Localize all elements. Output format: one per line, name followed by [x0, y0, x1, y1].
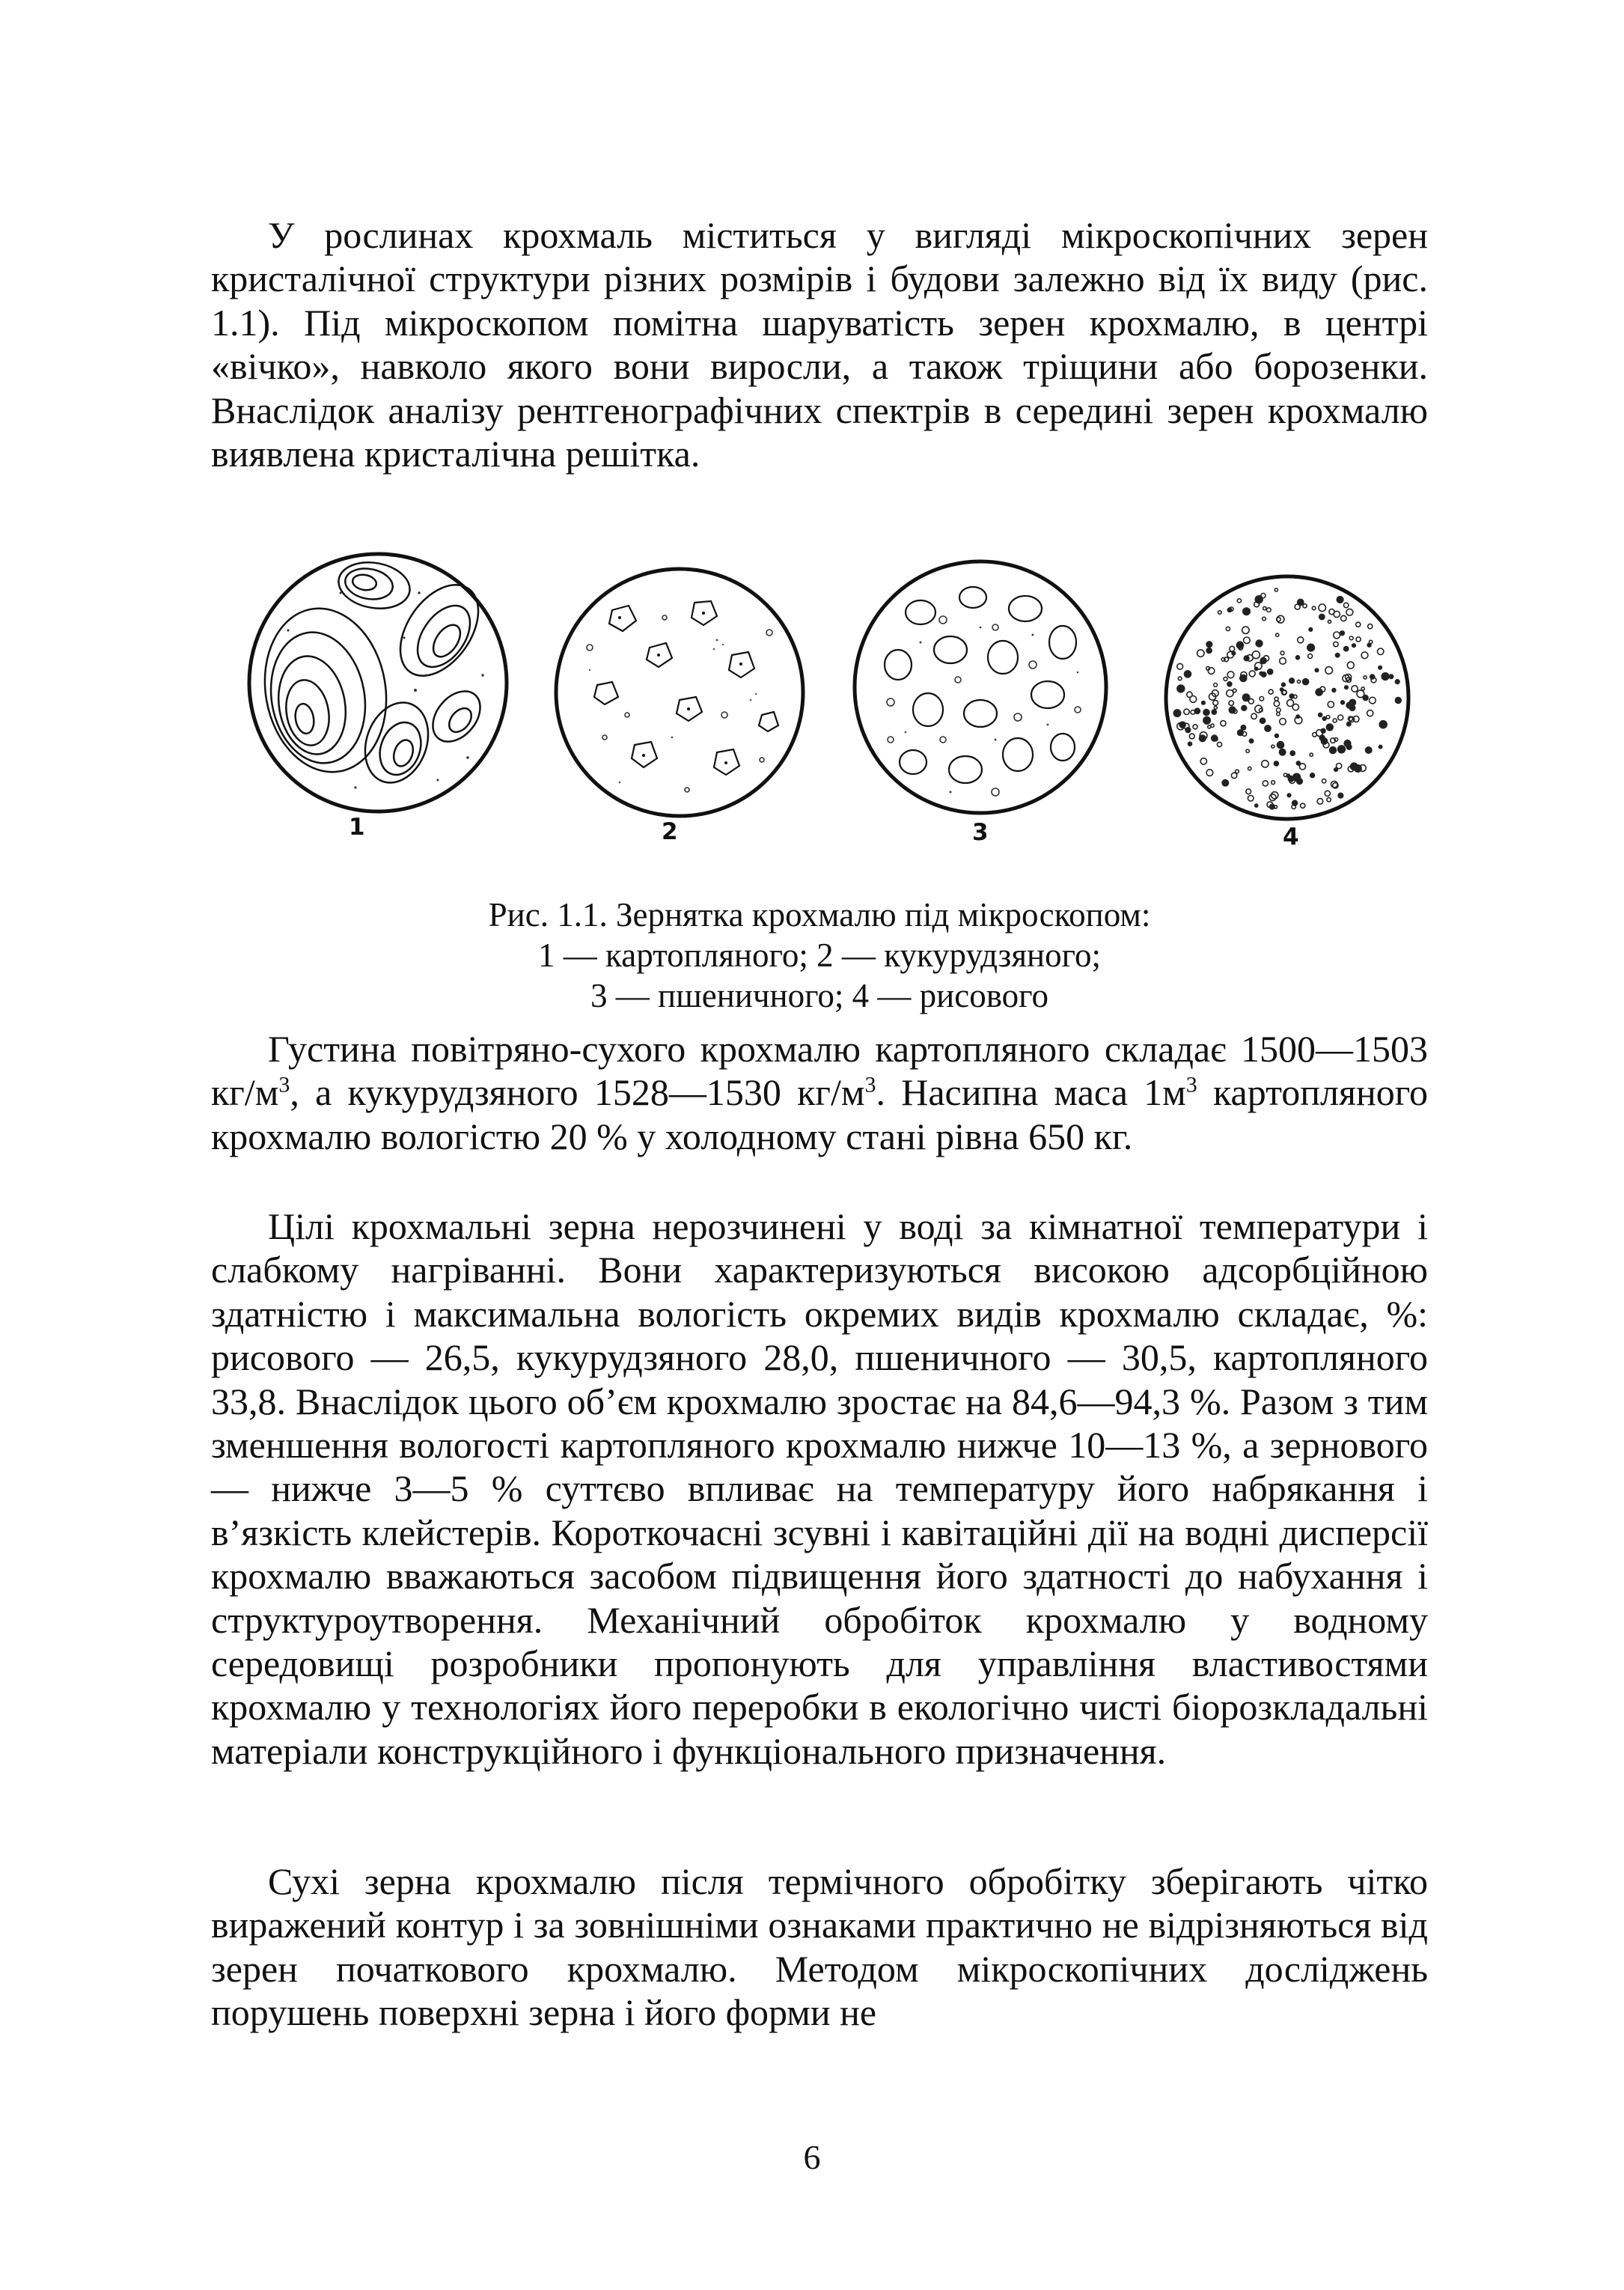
- caption-line-3: 3 — пшеничного; 4 — рисового: [590, 977, 1048, 1014]
- micrograph-wheat-starch: [846, 552, 1115, 822]
- paragraph-starch-density: [211, 1027, 1428, 1158]
- figure-label-3: 3: [972, 819, 989, 846]
- density-sup-1: 3: [278, 1072, 290, 1097]
- micrograph-rice-starch: [1153, 563, 1422, 832]
- paragraph-dry-grains: Сухі зерна крохмалю після термічного обробітку зберігають чітко виражений контур і за зовнішніми ознаками практично не відрізняються від зерен початкового крохмалю. Методом мікроскопічних досліджень порушень поверхні зерна і його форми не: [211, 1860, 1428, 2034]
- figure-label-4: 4: [1283, 823, 1299, 850]
- caption-line-1: Рис. 1.1. Зернятка крохмалю під мікроскопом:: [488, 896, 1151, 934]
- density-text-part2: , а кукурудзяного 1528—1530 кг/м: [290, 1071, 865, 1114]
- figure-caption: [211, 895, 1428, 1016]
- micrograph-corn-starch: [545, 558, 814, 827]
- figure-label-2: 2: [662, 818, 678, 845]
- caption-line-2: 1 — картопляного; 2 — кукурудзяного;: [538, 937, 1101, 974]
- figure-starch-grains: [0, 539, 1624, 853]
- micrograph-potato-starch: [243, 548, 513, 817]
- paragraph-starch-properties: Цілі крохмальні зерна нерозчинені у воді за кімнатної температури і слабкому нагріванні. Вони характеризуються високою адсорбційною здатністю і максимальна вологість окремих видів крохмалю складає, %: рисового — 26,5, кукурудзяного 28,0, пшеничного — 30,5, картопляного 33,8. Внаслідок цього об’єм крохмалю зростає на 84,6—94,3 %. Разом з тим зменшення вологості картопляного крохмалю нижче 10—13 %, а зернового — нижче 3—5 % суттєво впливає на температуру його набрякання і в’язкість клейстерів. Короткочасні зсувні і кавітаційні дії на водні дисперсії крохмалю вважаються засобом підвищення його здатності до набухання і структуроутворення. Механічний обробіток крохмалю у водному середовищі розробники пропонують для управління властивостями крохмалю у технологіях його переробки в екологічно чисті біорозкладальні матеріали конструкційного і функціонального призначення.: [211, 1205, 1428, 1772]
- density-sup-3: 3: [1185, 1072, 1197, 1097]
- paragraph-starch-structure: У рослинах крохмаль міститься у вигляді мікроскопічних зерен кристалічної структури різних розмірів і будови залежно від їх виду (рис. 1.1). Під мікроскопом помітна шаруватість зерен крохмалю, в центрі «вічко», навколо якого вони виросли, а також тріщини або борозенки. Внаслідок аналізу рентгенографічних спектрів в середині зерен крохмалю виявлена кристалічна решітка.: [211, 214, 1428, 475]
- density-sup-2: 3: [864, 1072, 876, 1097]
- figure-label-1: 1: [349, 814, 365, 841]
- density-text-part1: Густина повітряно-сухого крохмалю картопляного складає 1500—1503 кг/м: [211, 1028, 1428, 1114]
- density-text-part3: . Насипна маса 1м: [876, 1071, 1186, 1114]
- density-text-part4: картопляного крохмалю вологістю 20 % у холодному стані рівна 650 кг.: [211, 1071, 1429, 1157]
- page-number: 6: [803, 2138, 821, 2176]
